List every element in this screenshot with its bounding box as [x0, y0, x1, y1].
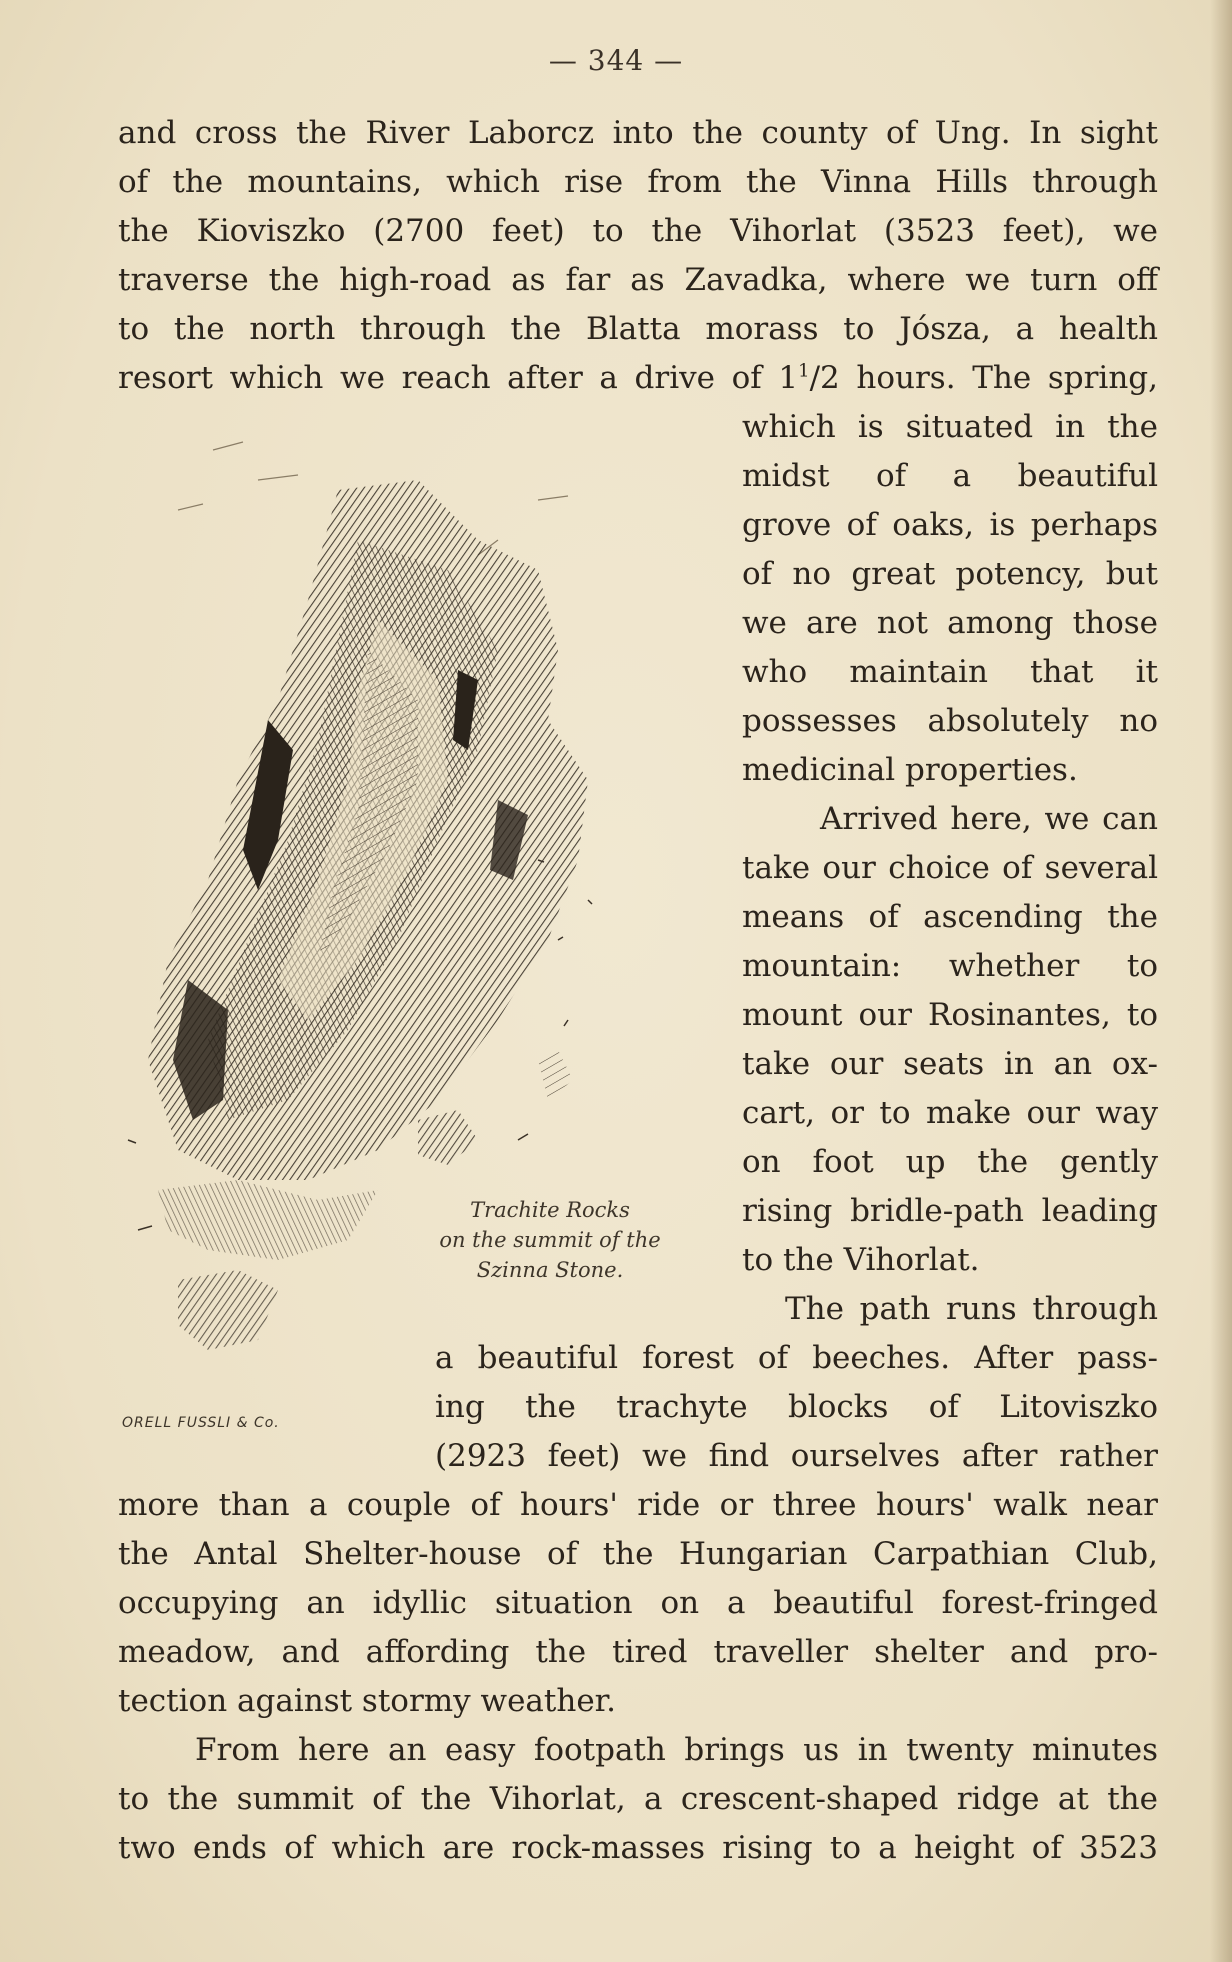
- text-line: the Kioviszko (2700 feet) to the Vihorlat (3523 feet), we: [118, 213, 1158, 249]
- text-line: more than a couple of hours' ride or three hours' walk near: [118, 1487, 1158, 1523]
- text-line: ing the trachyte blocks of Litoviszko: [435, 1389, 1158, 1425]
- illustration-caption-line: Szinna Stone.: [476, 1258, 624, 1282]
- engraver-signature: ORELL FUSSLI & Co.: [122, 1415, 280, 1431]
- text-line-indent: Arrived here, we can: [820, 801, 1158, 837]
- fraction-superscript: 1: [798, 360, 810, 382]
- text-line: grove of oaks, is perhaps: [742, 507, 1158, 543]
- text-fragment: /2 hours. The spring,: [809, 360, 1158, 396]
- text-line: meadow, and affording the tired traveller shelter and pro-: [118, 1634, 1158, 1670]
- text-line: traverse the high-road as far as Zavadka, where we turn off: [118, 262, 1158, 298]
- text-line: and cross the River Laborcz into the county of Ung. In sight: [118, 115, 1158, 151]
- text-line: mountain: whether to: [742, 948, 1158, 984]
- text-line: we are not among those: [742, 605, 1158, 641]
- text-line-fraction: [118, 358, 1158, 398]
- text-line-indent: From here an easy footpath brings us in twenty minutes: [195, 1732, 1158, 1768]
- text-line: midst of a beautiful: [742, 458, 1158, 494]
- text-line: on foot up the gently: [742, 1144, 1158, 1180]
- text-line: take our choice of several: [742, 850, 1158, 886]
- illustration-caption-line: Trachite Rocks: [470, 1198, 630, 1222]
- text-line: a beautiful forest of beeches. After pass-: [435, 1340, 1158, 1376]
- text-line: mount our Rosinantes, to: [742, 997, 1158, 1033]
- text-line: of the mountains, which rise from the Vinna Hills through: [118, 164, 1158, 200]
- text-line: to the north through the Blatta morass to Jósza, a health: [118, 311, 1158, 347]
- text-line-indent: The path runs through: [785, 1291, 1158, 1327]
- text-line: take our seats in an ox-: [742, 1046, 1158, 1082]
- text-line: who maintain that it: [742, 654, 1158, 690]
- text-line: medicinal properties.: [742, 752, 1078, 788]
- text-line: means of ascending the: [742, 899, 1158, 935]
- text-line: two ends of which are rock-masses rising to a height of 3523: [118, 1830, 1158, 1866]
- text-fragment: resort which we reach after a drive of 1: [118, 360, 799, 396]
- text-line: rising bridle-path leading: [742, 1193, 1158, 1229]
- text-line: occupying an idyllic situation on a beautiful forest-fringed: [118, 1585, 1158, 1621]
- page-number: — 344 —: [548, 44, 684, 77]
- text-line: the Antal Shelter-house of the Hungarian Carpathian Club,: [118, 1536, 1158, 1572]
- text-line: of no great potency, but: [742, 556, 1158, 592]
- text-line: (2923 feet) we find ourselves after rather: [435, 1438, 1158, 1474]
- illustration-caption-line: on the summit of the: [439, 1228, 661, 1252]
- text-line: cart, or to make our way: [742, 1095, 1158, 1131]
- text-line: possesses absolutely no: [742, 703, 1158, 739]
- text-line: which is situated in the: [742, 409, 1158, 445]
- page-edge-shadow: [1210, 0, 1232, 1962]
- text-line: tection against stormy weather.: [118, 1683, 616, 1719]
- text-line: to the Vihorlat.: [742, 1242, 980, 1278]
- text-line: to the summit of the Vihorlat, a crescent-shaped ridge at the: [118, 1781, 1158, 1817]
